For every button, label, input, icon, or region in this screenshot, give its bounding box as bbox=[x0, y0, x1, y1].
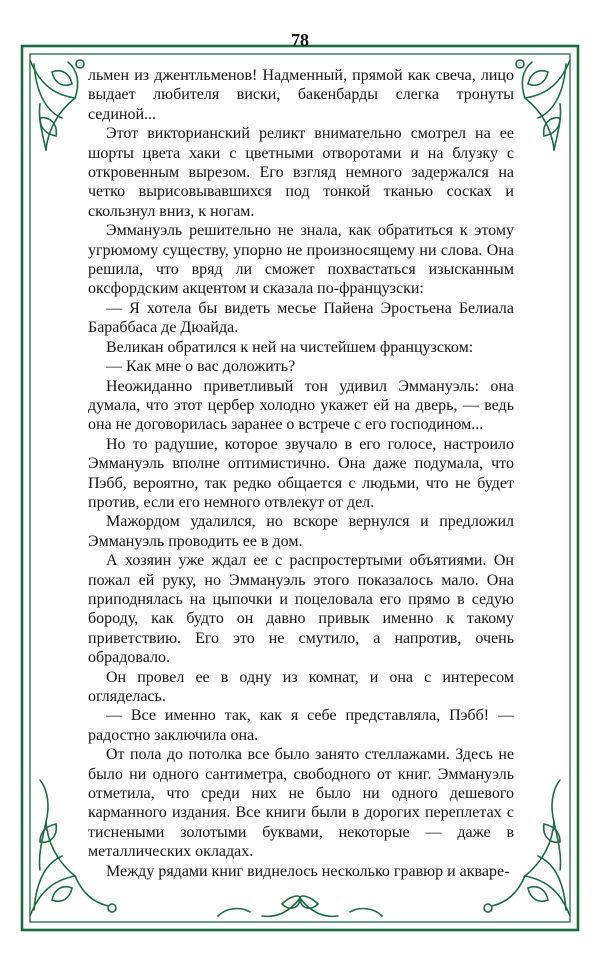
paragraph: Мажордом удалился, но вскоре вернулся и предложил Эммануэль проводить ее в дом. bbox=[88, 513, 514, 550]
dialogue-line: — Как мне о вас доложить? bbox=[106, 358, 296, 376]
dialogue-line: — Я хотела бы видеть месье Пайена Эростьена Белиала Бараббаса де Дюайда. bbox=[88, 299, 514, 337]
dialogue-line: — Все именно так, как я себе представляла, Пэбб! — радостно заключила она. bbox=[88, 707, 514, 744]
bottom-center-floral-ornament bbox=[218, 896, 382, 916]
paragraph: Он провел ее в одну из комнат, и она с интересом огляделась. bbox=[88, 668, 514, 705]
paragraph: Великан обратился к ней на чистейшем французском: bbox=[106, 338, 474, 356]
body-text bbox=[88, 66, 514, 881]
top-right-floral-ornament bbox=[516, 60, 570, 150]
paragraph: Но то радушие, которое звучало в его голосе, настроило Эммануэль вполне оптимистично. Она даже подумала, что Пэбб, вероятно, так редко общается с людьми, что не будет против, если его немного отвлекут от дел. bbox=[88, 435, 514, 511]
paragraph: А хозяин уже ждал ее с распростертыми объятиями. Он пожал ей руку, но Эммануэль этого показалось мало. Она приподнялась на цыпочки и поцеловала его прямо в седую бороду, как будто он давно привык именно к такому приветствию. Его это не смутило, а напротив, очень обрадовало. bbox=[88, 552, 514, 667]
paragraph: льмен из джентльменов! Надменный, прямой как свеча, лицо выдает любителя виски, бакенбарды слегка тронуты сединой... bbox=[88, 67, 514, 123]
paragraph: От пола до потолка все было занято стеллажами. Здесь не было ни одного сантиметра, свободного от книг. Эммануэль отметила, что среди них не было ни одного дешевого карманного издания. Все книги были в дорогих переплетах с тиснеными золотыми буквами, некоторые — даже в металлических окладах. bbox=[88, 746, 514, 861]
top-left-floral-ornament bbox=[30, 60, 84, 150]
page-number: 78 bbox=[291, 30, 309, 50]
paragraph: Эммануэль решительно не знала, как обратиться к этому угрюмому существу, упорно не произносящему ни слова. Она решила, что вряд ли сможет похвастаться изысканным оксфордским акцентом и сказала по-французски: bbox=[88, 222, 514, 298]
paragraph: Этот викторианский реликт внимательно смотрел на ее шорты цвета хаки с цветными отворотами и на блузку с откровенным вырезом. Его взгляд немного задержался на четко вырисовывавшихся под тонкой тканью сосках и скользнул вниз, к ногам. bbox=[88, 125, 514, 220]
paragraph: Неожиданно приветливый тон удивил Эммануэль: она думала, что этот цербер холодно укажет ей на дверь, — ведь она не договорилась заранее о встрече с его господином... bbox=[88, 377, 514, 434]
paragraph: Между рядами книг виднелось несколько гравюр и акваре- bbox=[106, 862, 510, 880]
